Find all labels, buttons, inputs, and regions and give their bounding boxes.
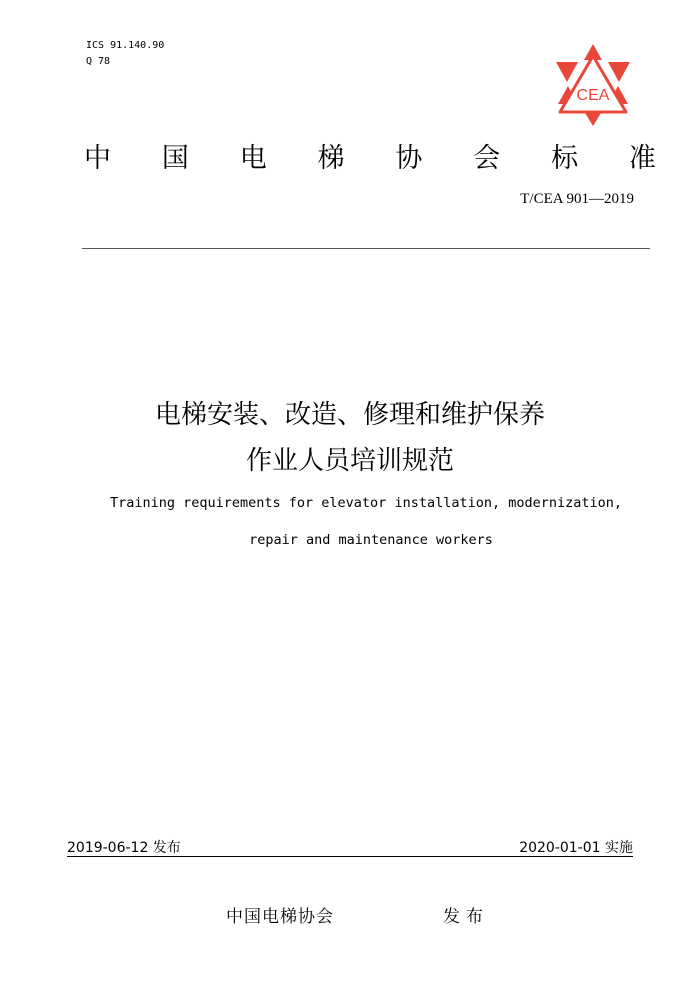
org-title-char: 梯	[317, 143, 345, 174]
chinese-title-line-1: 电梯安装、改造、修理和维护保养	[154, 400, 545, 430]
effective-date: 2020-01-01 实施	[519, 840, 633, 856]
org-title-char: 电	[239, 143, 267, 174]
org-title-char: 国	[161, 143, 189, 174]
ics-code: ICS 91.140.90	[86, 40, 165, 51]
ccs-code: Q 78	[86, 56, 111, 67]
classification-codes	[86, 38, 164, 70]
org-title-char: 标	[551, 143, 579, 174]
english-title-line-1: Training requirements for elevator installation, modernization,	[109, 495, 623, 511]
org-title-char: 准	[628, 143, 656, 174]
publisher-name: 中国电梯协会	[226, 907, 334, 927]
chinese-title-line-2: 作业人员培训规范	[245, 446, 454, 476]
association-standard-title	[84, 136, 656, 175]
publish-label: 发布	[443, 907, 489, 927]
cea-logo	[554, 42, 632, 128]
org-title-char: 会	[473, 143, 501, 174]
org-title-char: 中	[84, 143, 111, 174]
logo-text: CEA	[576, 87, 610, 104]
standard-code: T/CEA 901—2019	[520, 191, 634, 207]
org-title-char: 协	[395, 143, 423, 174]
issue-date: 2019-06-12 发布	[67, 840, 181, 856]
bottom-divider	[67, 856, 633, 857]
top-divider	[82, 248, 650, 249]
english-title-line-2: repair and maintenance workers	[249, 532, 493, 548]
